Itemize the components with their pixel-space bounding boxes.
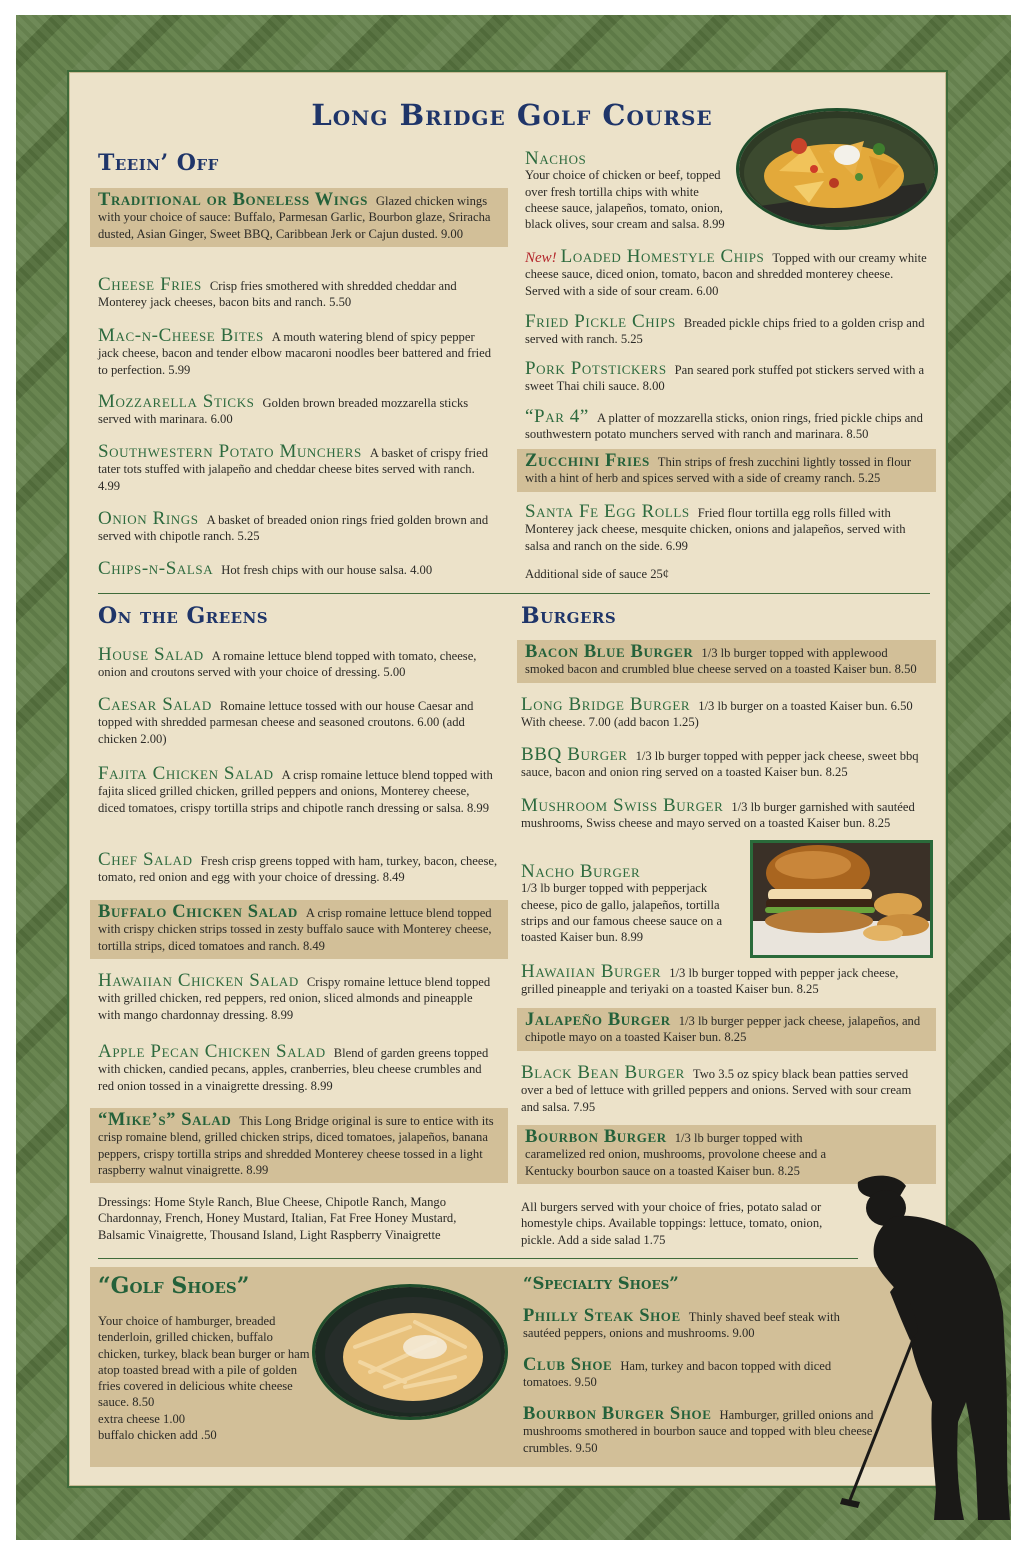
- item-name: Hawaiian Burger: [521, 961, 662, 982]
- menu-item-fajita-chicken-salad: [98, 763, 498, 816]
- item-desc: Crispy romaine lettuce blend topped with grilled chicken, red peppers, red onion, sliced almonds and pineapple with mango chardonnay dressing. 8.99: [98, 975, 491, 1022]
- item-name: Chips-n-Salsa: [98, 558, 214, 579]
- golf-shoes-extra-cheese: extra cheese 1.00: [98, 1411, 186, 1426]
- item-name: BBQ Burger: [521, 744, 628, 765]
- item-name: Hawaiian Chicken Salad: [98, 970, 299, 991]
- item-desc: Hot fresh chips with our house salsa. 4.00: [221, 563, 433, 577]
- menu-item-chips-n-salsa: [98, 558, 498, 579]
- item-name: Mushroom Swiss Burger: [521, 795, 724, 816]
- item-desc: Golden brown breaded mozzarella sticks served with marinara. 6.00: [98, 396, 469, 427]
- item-desc: Glazed chicken wings with your choice of sauce: Buffalo, Parmesan Garlic, Bourbon glaze, Sriracha dusted, Asian Ginger, Sweet BBQ, Caribbean Jerk or Cajun dusted. 9.00: [98, 194, 491, 241]
- menu-item-black-bean-burger: [521, 1062, 931, 1115]
- item-desc: Ham, turkey and bacon topped with diced tomatoes. 9.50: [523, 1359, 832, 1390]
- item-desc: 1/3 lb burger topped with pepperjack cheese, pico de gallo, jalapeños, tortilla strips and our famous cheese sauce on a toasted Kaiser bun. 8.99: [521, 881, 723, 945]
- fries-image: [315, 1287, 508, 1420]
- new-badge: New!: [525, 250, 557, 266]
- item-desc: A basket of crispy fried tater tots stuffed with jalapeño and cheddar cheese bites served with ranch. 4.99: [98, 446, 489, 493]
- menu-item-buffalo-chicken-salad: [90, 900, 508, 959]
- item-desc: This Long Bridge original is sure to entice with its crisp romaine blend, grilled chicken strips, diced tomatoes, jalapeños, banana peppers, crispy tortilla strips and shredded Monterey cheese tossed in a light raspberry walnut vinaigrette. 8.99: [98, 1114, 494, 1177]
- item-name: Bourbon Burger: [525, 1127, 667, 1147]
- item-name: Mac-n-Cheese Bites: [98, 325, 264, 346]
- item-name: Onion Rings: [98, 508, 199, 529]
- item-name: Club Shoe: [523, 1355, 613, 1375]
- burger-image: [753, 843, 930, 955]
- section-divider: [98, 593, 930, 594]
- item-name: Bacon Blue Burger: [525, 642, 694, 662]
- menu-item-fried-pickle-chips: [525, 311, 930, 348]
- item-name: Santa Fe Egg Rolls: [525, 501, 690, 522]
- item-name: Buffalo Chicken Salad: [98, 902, 298, 922]
- menu-item-philly-steak-shoe: [523, 1308, 868, 1342]
- item-name: “Par 4”: [525, 406, 589, 427]
- item-desc: Blend of garden greens topped with chicken, candied pecans, apples, cranberries, bleu cheese crumbles and red onion tossed in a vinaigrette dressing. 8.99: [98, 1046, 489, 1093]
- golf-shoes-description: Your choice of hamburger, breaded tenderloin, grilled chicken, buffalo chicken, turkey, black bean burger or ham atop toasted bread with a pile of golden fries covered in delicious white cheese sauce. 8.50: [98, 1314, 310, 1410]
- item-desc: 1/3 lb burger pepper jack cheese, jalapeños, and chipotle mayo on a toasted Kaiser bun. 8.25: [525, 1014, 921, 1045]
- menu-item-apple-pecan-chicken-salad: [98, 1041, 498, 1094]
- item-name: Cheese Fries: [98, 274, 202, 295]
- menu-item-loaded-chips: [525, 246, 930, 299]
- item-desc: A mouth watering blend of spicy pepper jack cheese, bacon and tender elbow macaroni noodles beer battered and fried to perfection. 5.99: [98, 330, 492, 377]
- item-desc: Breaded pickle chips fried to a golden crisp and served with ranch. 5.25: [525, 316, 925, 347]
- item-desc: A crisp romaine lettuce blend topped with fajita sliced grilled chicken, grilled peppers and onions, Monterey cheese, diced tomatoes, crispy tortilla strips and chipotle ranch dressing or salsa. 8.99: [98, 768, 493, 815]
- item-name: Zucchini Fries: [525, 451, 650, 471]
- menu-item-club-shoe: [523, 1357, 868, 1391]
- item-name: Fried Pickle Chips: [525, 311, 676, 332]
- menu-item-hawaiian-chicken-salad: [98, 970, 498, 1023]
- burgers-heading: Burgers: [521, 603, 617, 629]
- item-name: Philly Steak Shoe: [523, 1306, 681, 1326]
- item-name: Fajita Chicken Salad: [98, 763, 274, 784]
- item-desc: Romaine lettuce tossed with our house Caesar and topped with shredded parmesan cheese and seasoned croutons. 6.00 (add chicken 2.00): [98, 699, 474, 746]
- menu-item-cheese-fries: [98, 274, 498, 311]
- item-desc: Pan seared pork stuffed pot stickers served with a sweet Thai chili sauce. 8.00: [525, 363, 925, 394]
- item-desc: Fresh crisp greens topped with ham, turkey, bacon, cheese, tomato, red onion and egg with your choice of dressing. 8.49: [98, 854, 498, 885]
- menu-item-caesar-salad: [98, 694, 498, 747]
- menu-item-bacon-blue-burger: [517, 640, 936, 683]
- menu-item-onion-rings: [98, 508, 498, 545]
- item-desc: A crisp romaine lettuce blend topped with crispy chicken strips tossed in zesty buffalo sauce with Monterey cheese, tortilla strips, diced tomatoes and ranch. 8.49: [98, 906, 492, 953]
- item-desc: 1/3 lb burger on a toasted Kaiser bun. 6.50 With cheese. 7.00 (add bacon 1.25): [521, 699, 913, 730]
- item-name: Nachos: [525, 148, 587, 169]
- teein-off-heading: Teein’ Off: [98, 150, 219, 176]
- item-desc: A platter of mozzarella sticks, onion rings, fried pickle chips and southwestern potato munchers served with ranch and marinara. 8.50: [525, 411, 923, 442]
- item-desc: Thin strips of fresh zucchini lightly tossed in flour with a hint of herb and spices served with a side of creamy ranch. 5.25: [525, 455, 912, 486]
- menu-item-mushroom-swiss-burger: [521, 795, 931, 832]
- dressings-note: Dressings: Home Style Ranch, Blue Cheese, Chipotle Ranch, Mango Chardonnay, French, Honey Mustard, Italian, Fat Free Honey Mustard, Balsamic Vinaigrette, Thousand Island, Light Raspberry Vinaigrette: [98, 1195, 457, 1242]
- menu-item-hawaiian-burger: [521, 961, 931, 998]
- item-name: Mozzarella Sticks: [98, 391, 255, 412]
- menu-item-nachos: [525, 148, 735, 232]
- nachos-photo: [736, 108, 938, 230]
- item-desc: Fried flour tortilla egg rolls filled with Monterey jack cheese, mesquite chicken, onions and jalapeños, served with salsa and ranch on the side. 6.99: [525, 506, 906, 553]
- item-name: Traditional or Boneless Wings: [98, 190, 368, 210]
- burgers-note: All burgers served with your choice of fries, potato salad or homestyle chips. Available toppings: lettuce, tomato, onion, pickle. Add a side salad 1.75: [521, 1200, 823, 1247]
- item-desc: 1/3 lb burger topped with applewood smoked bacon and crumbled blue cheese served on a toasted Kaiser bun. 8.50: [525, 646, 917, 677]
- item-name: Long Bridge Burger: [521, 694, 691, 715]
- menu-item-nacho-burger: [521, 861, 736, 945]
- page-title: Long Bridge Golf Course: [311, 98, 713, 132]
- golf-shoes-photo: [312, 1284, 508, 1420]
- golf-shoes-desc: [98, 1313, 310, 1443]
- specialty-shoes-heading: “Specialty Shoes”: [523, 1274, 679, 1293]
- item-name: “Mike’s” Salad: [98, 1110, 232, 1130]
- item-name: House Salad: [98, 644, 204, 665]
- item-name: Nacho Burger: [521, 861, 641, 882]
- menu-item-zucchini-fries: [517, 449, 936, 492]
- item-desc: 1/3 lb burger topped with caramelized red onion, mushrooms, provolone cheese and a Kentucky bourbon sauce on a toasted Kaiser bun. 8.25: [525, 1131, 827, 1178]
- section-divider: [98, 1258, 858, 1259]
- menu-item-bourbon-burger-shoe: [523, 1406, 888, 1456]
- menu-item-par-4: [525, 406, 930, 443]
- golf-shoes-heading: “Golf Shoes”: [98, 1273, 250, 1299]
- menu-item-long-bridge-burger: [521, 694, 931, 731]
- menu-item-jalapeno-burger: [517, 1008, 936, 1051]
- item-desc: Crisp fries smothered with shredded cheddar and Monterey jack cheeses, bacon bits and ranch. 5.50: [98, 279, 457, 310]
- item-desc: 1/3 lb burger garnished with sautéed mushrooms, Swiss cheese and mayo served on a toasted Kaiser bun. 8.25: [521, 800, 915, 831]
- menu-item-chef-salad: [98, 849, 498, 886]
- burger-photo: [750, 840, 933, 958]
- menu-item-mozzarella-sticks: [98, 391, 502, 428]
- golf-shoes-buffalo-chicken: buffalo chicken add .50: [98, 1428, 217, 1443]
- nachos-image: [739, 111, 938, 230]
- menu-item-wings: [90, 188, 508, 247]
- item-name: Southwestern Potato Munchers: [98, 441, 362, 462]
- golfer-silhouette-icon: [838, 1172, 1014, 1522]
- menu-item-bbq-burger: [521, 744, 931, 781]
- item-desc: Hamburger, grilled onions and mushrooms smothered in bourbon sauce and topped with bleu cheese crumbles. 9.50: [523, 1408, 874, 1455]
- menu-item-mac-n-cheese-bites: [98, 325, 498, 378]
- item-desc: 1/3 lb burger topped with pepper jack cheese, grilled pineapple and teriyaki on a toasted Kaiser bun. 8.25: [521, 966, 899, 997]
- item-desc: A romaine lettuce blend topped with tomato, cheese, onion and croutons served with your choice of dressing. 5.00: [98, 649, 477, 680]
- sauce-note: Additional side of sauce 25¢: [525, 567, 670, 581]
- item-desc: Topped with our creamy white cheese sauce, diced onion, tomato, bacon and shredded monterey cheese. Served with a side of sour cream. 6.00: [525, 251, 927, 298]
- item-name: Black Bean Burger: [521, 1062, 685, 1083]
- menu-item-pork-potstickers: [525, 358, 930, 395]
- on-the-greens-heading: On the Greens: [98, 603, 269, 629]
- menu-item-mikes-salad: [90, 1108, 508, 1183]
- menu-item-santa-fe-egg-rolls: [525, 501, 930, 554]
- menu-item-house-salad: [98, 644, 506, 681]
- item-desc: Thinly shaved beef steak with sautéed peppers, onions and mushrooms. 9.00: [523, 1310, 840, 1341]
- item-name: Chef Salad: [98, 849, 193, 870]
- item-name: Bourbon Burger Shoe: [523, 1404, 712, 1424]
- item-name: Caesar Salad: [98, 694, 212, 715]
- item-desc: A basket of breaded onion rings fried golden brown and served with chipotle ranch. 5.25: [98, 513, 489, 544]
- item-desc: Your choice of chicken or beef, topped over fresh tortilla chips with white cheese sauce, jalapeños, tomato, onion, black olives, sour cream and salsa. 8.99: [525, 168, 725, 232]
- item-name: Pork Potstickers: [525, 358, 667, 379]
- item-name: Jalapeño Burger: [525, 1010, 671, 1030]
- item-desc: 1/3 lb burger topped with pepper jack cheese, sweet bbq sauce, bacon and onion ring served on a toasted Kaiser bun. 8.25: [521, 749, 919, 780]
- item-name: Apple Pecan Chicken Salad: [98, 1041, 326, 1062]
- menu-item-potato-munchers: [98, 441, 498, 494]
- item-desc: Two 3.5 oz spicy black bean patties served over a bed of lettuce with grilled peppers and onions. Served with sour cream and salsa. 7.95: [521, 1067, 912, 1114]
- item-name: Loaded Homestyle Chips: [560, 246, 765, 267]
